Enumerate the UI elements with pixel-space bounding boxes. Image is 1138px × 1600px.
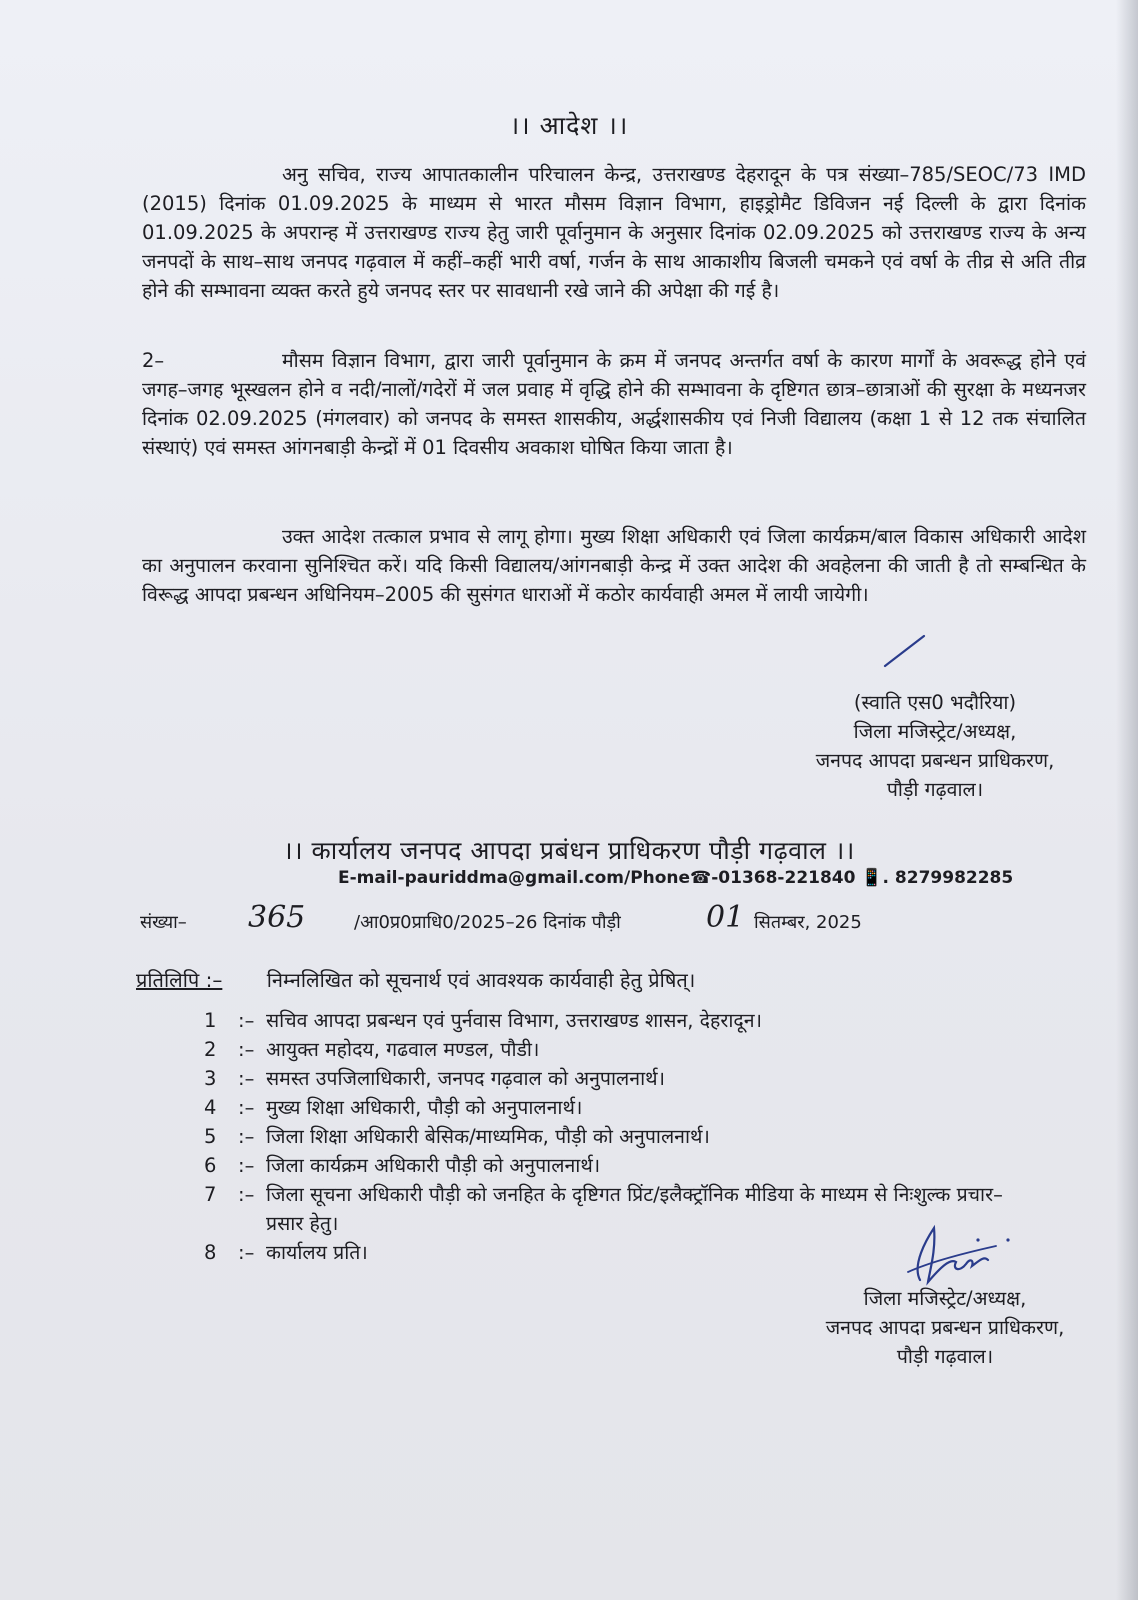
signatory-location: पौड़ी गढ़वाल। — [896, 1345, 994, 1368]
office-title: ।। कार्यालय जनपद आपदा प्रबंधन प्राधिकरण पौड़ी गढ़वाल ।। — [283, 836, 855, 865]
paragraph-2-text: मौसम विज्ञान विभाग, द्वारा जारी पूर्वानुमान के क्रम में जनपद अन्तर्गत वर्षा के कारण मार्गों के अवरूद्ध होने एवं जगह–जगह भूस्खलन होने व नदी/नालों/गदेरों में जल प्रवाह में वृद्धि होने की सम्भावना के दृष्टिगत छात्र–छात्राओं की सुरक्षा के मध्यनजर दिनांक 02.09.2025 (मंगलवार) को जनपद के समस्त शासकीय, अर्द्धशासकीय एवं निजी विद्यालय (कक्षा 1 से 12 तक संचालित संस्थाएं) एवं समस्त आंगनबाड़ी केन्द्रों में 01 दिवसीय अवकाश घोषित किया जाता है। — [142, 349, 1086, 459]
signatory-block-2 — [780, 1284, 1110, 1371]
list-item-separator: :– — [238, 1125, 255, 1148]
signatory-location: पौड़ी गढ़वाल। — [886, 778, 984, 801]
reference-text: /आ0प्र0प्राधि0/2025–26 दिनांक पौड़ी — [354, 912, 621, 933]
list-item — [204, 1180, 1004, 1238]
signatory-designation: जिला मजिस्ट्रेट/अध्यक्ष, — [863, 1287, 1027, 1310]
office-contact: E-mail-pauriddma@gmail.com/Phone☎-01368-221840 📱. 8279982285 — [338, 868, 1014, 888]
list-item-separator: :– — [238, 1096, 255, 1119]
list-item-separator: :– — [238, 1154, 255, 1177]
list-item-separator: :– — [238, 1067, 255, 1090]
list-item-number: 6 — [204, 1154, 217, 1177]
copy-list — [204, 1006, 1004, 1267]
list-item — [204, 1035, 1004, 1064]
list-item-text: जिला शिक्षा अधिकारी बेसिक/माध्यमिक, पौड़ी को अनुपालनार्थ। — [266, 1125, 710, 1148]
list-item-text: जिला सूचना अधिकारी पौड़ी को जनहित के दृष्टिगत प्रिंट/इलैक्ट्रॉनिक मीडिया के माध्यम से निःशुल्क प्रचार–प्रसार हेतु। — [266, 1183, 1003, 1235]
reference-number-handwritten: 365 — [248, 900, 306, 935]
paragraph-2-number: 2– — [142, 349, 165, 372]
signatory-authority: जनपद आपदा प्रबन्धन प्राधिकरण, — [815, 749, 1055, 772]
list-item-text: समस्त उपजिलाधिकारी, जनपद गढ़वाल को अनुपालनार्थ। — [266, 1067, 665, 1090]
list-item — [204, 1151, 1004, 1180]
reference-month-year: सितम्बर, 2025 — [754, 912, 862, 933]
reference-date-handwritten: 01 — [706, 900, 745, 935]
list-item — [204, 1064, 1004, 1093]
list-item — [204, 1238, 1004, 1267]
list-item — [204, 1093, 1004, 1122]
list-item-number: 3 — [204, 1067, 217, 1090]
list-item-separator: :– — [238, 1038, 255, 1061]
list-item-text: कार्यालय प्रति। — [266, 1241, 368, 1264]
paragraph-3-text: उक्त आदेश तत्काल प्रभाव से लागू होगा। मुख्य शिक्षा अधिकारी एवं जिला कार्यक्रम/बाल विकास अधिकारी आदेश का अनुपालन करवाना सुनिश्चित करें। यदि किसी विद्यालय/आंगनबाड़ी केन्द्र में उक्त आदेश की अवहेलना की जाती है तो सम्बन्धित के विरूद्ध आपदा प्रबन्धन अधिनियम–2005 की सुसंगत धाराओं में कठोर कार्यवाही अमल में लायी जायेगी। — [142, 525, 1086, 606]
signatory-name: (स्वाति एस0 भदौरिया) — [853, 691, 1017, 714]
list-item-text: मुख्य शिक्षा अधिकारी, पौड़ी को अनुपालनार्थ। — [266, 1096, 583, 1119]
list-item-number: 4 — [204, 1096, 217, 1119]
handwritten-signature — [900, 1210, 1020, 1290]
list-item — [204, 1122, 1004, 1151]
list-item-text: सचिव आपदा प्रबन्धन एवं पुर्नवास विभाग, उत्तराखण्ड शासन, देहरादून। — [266, 1009, 762, 1032]
page-edge-shadow — [1116, 0, 1138, 1600]
paragraph-1 — [142, 160, 1086, 305]
list-item-number: 8 — [204, 1241, 217, 1264]
signature-tick-mark — [880, 630, 930, 672]
signatory-designation: जिला मजिस्ट्रेट/अध्यक्ष, — [853, 720, 1017, 743]
reference-label: संख्या– — [140, 912, 187, 933]
paragraph-2 — [142, 346, 1086, 462]
order-title: ।। आदेश ।। — [509, 111, 629, 140]
list-item-number: 2 — [204, 1038, 217, 1061]
signatory-authority: जनपद आपदा प्रबन्धन प्राधिकरण, — [825, 1316, 1065, 1339]
paragraph-1-text: अनु सचिव, राज्य आपातकालीन परिचालन केन्द्र, उत्तराखण्ड देहरादून के पत्र संख्या–785/SEOC/73 IMD (2015) दिनांक 01.09.2025 के माध्यम से भारत मौसम विज्ञान विभाग, हाइड्रोमैट डिविजन नई दिल्ली के द्वारा दिनांक 01.09.2025 के अपरान्ह में उत्तराखण्ड राज्य हेतु जारी पूर्वानुमान के अनुसार दिनांक 02.09.2025 को उत्तराखण्ड राज्य के अन्य जनपदों के साथ–साथ जनपद गढ़वाल में कहीं–कहीं भारी वर्षा, गर्जन के साथ आकाशीय बिजली चमकने एवं वर्षा के तीव्र से अति तीव्र होने की सम्भावना व्यक्त करते हुये जनपद स्तर पर सावधानी रखे जाने की अपेक्षा की गई है। — [142, 163, 1086, 302]
copy-line — [136, 966, 695, 993]
copy-intro: निम्नलिखित को सूचनार्थ एवं आवश्यक कार्यवाही हेतु प्रेषित्। — [266, 968, 696, 992]
paragraph-3 — [142, 522, 1086, 609]
list-item-number: 7 — [204, 1183, 217, 1206]
list-item-separator: :– — [238, 1183, 255, 1206]
list-item-number: 5 — [204, 1125, 217, 1148]
copy-label: प्रतिलिपि :– — [136, 968, 223, 992]
signatory-block-1 — [770, 688, 1100, 804]
list-item-number: 1 — [204, 1009, 217, 1032]
list-item-separator: :– — [238, 1009, 255, 1032]
list-item — [204, 1006, 1004, 1035]
list-item-text: आयुक्त महोदय, गढवाल मण्डल, पौडी। — [266, 1038, 540, 1061]
list-item-separator: :– — [238, 1241, 255, 1264]
list-item-text: जिला कार्यक्रम अधिकारी पौड़ी को अनुपालनार्थ। — [266, 1154, 601, 1177]
